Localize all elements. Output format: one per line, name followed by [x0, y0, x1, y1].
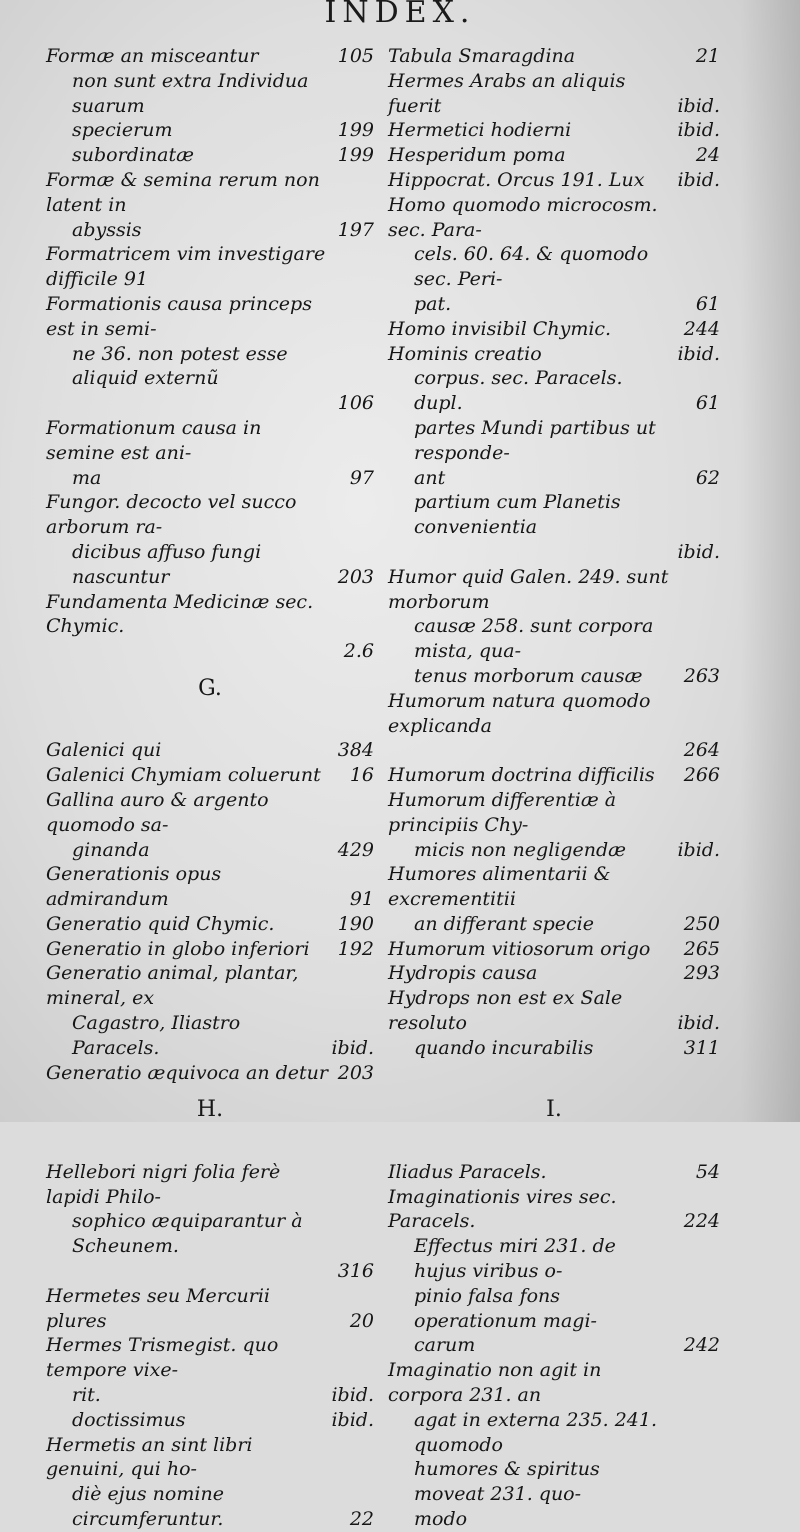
blank-line	[46, 1135, 374, 1160]
index-entry	[46, 391, 374, 416]
index-entry	[388, 1160, 720, 1185]
index-entry	[46, 1383, 374, 1408]
index-entry	[388, 838, 720, 863]
index-entry	[388, 540, 720, 565]
index-entry-text: ma	[72, 466, 102, 489]
index-entry	[46, 1160, 374, 1210]
page-reference: 244	[683, 317, 720, 340]
page-reference: 293	[683, 962, 720, 985]
section-letter: I.	[546, 1097, 562, 1123]
index-entry-text: ant	[414, 466, 446, 489]
index-entry-text: cels. 60. 64. & quomodo sec. Peri-	[414, 243, 649, 291]
index-entry	[388, 1358, 720, 1408]
page-reference: 106	[337, 392, 374, 415]
page-reference: 263	[683, 664, 720, 687]
index-entry	[388, 1185, 720, 1235]
index-entry-text: Gallina auro & argento quomodo sa-	[46, 788, 269, 836]
page-reference: 264	[683, 739, 720, 762]
index-entry	[388, 1234, 720, 1284]
index-entry	[46, 639, 374, 664]
index-entry	[388, 689, 720, 739]
page-reference: 21	[695, 45, 720, 67]
index-column-right	[388, 44, 720, 1532]
index-entry	[46, 342, 374, 392]
index-entry	[388, 912, 720, 937]
index-entry	[388, 292, 720, 317]
index-entry-text: Formationis causa princeps est in semi-	[46, 292, 312, 340]
index-entry-text: Formæ & semina rerum non latent in	[46, 168, 320, 216]
index-entry-text: Hermetis an sint libri genuini, qui ho-	[46, 1433, 253, 1481]
index-entry-text: Effectus miri 231. de hujus viribus o-	[414, 1235, 616, 1283]
index-entry	[388, 788, 720, 838]
page-reference: ibid.	[677, 168, 720, 191]
index-entry-text: Hydropis causa	[388, 962, 538, 985]
index-entry-text: Generatio animal, plantar, mineral, ex	[46, 962, 299, 1010]
index-entry	[388, 1036, 720, 1061]
index-entry-text: doctissimus	[72, 1408, 186, 1431]
index-entry-text: Generatio æquivoca an detur	[46, 1061, 328, 1084]
index-entry	[46, 838, 374, 863]
page-reference: 54	[695, 1160, 720, 1183]
page-reference: 199	[337, 119, 374, 142]
index-entry	[46, 118, 374, 143]
index-entry	[46, 292, 374, 342]
section-letter: G.	[198, 675, 222, 701]
index-entry	[46, 466, 374, 491]
index-entry	[46, 912, 374, 937]
page-reference: 22	[349, 1508, 374, 1531]
index-entry-text: ne 36. non potest esse aliquid externũ	[72, 342, 288, 390]
index-entry	[46, 218, 374, 243]
index-entry	[46, 738, 374, 763]
blank-line	[388, 1135, 720, 1160]
index-entry	[388, 1457, 720, 1507]
page-reference: 203	[337, 1061, 374, 1084]
index-entry-text: non sunt extra Individua suarum	[72, 69, 309, 117]
index-entry	[388, 664, 720, 689]
index-entry-text: sophico æquiparantur à Scheunem.	[72, 1210, 303, 1258]
index-entry-text: partium cum Planetis convenientia	[414, 491, 621, 539]
index-entry	[46, 143, 374, 168]
index-entry-text: agat in externa 235. 241. quomodo	[414, 1408, 658, 1456]
index-entry	[388, 342, 720, 367]
index-entry	[46, 590, 374, 640]
index-entry-text: Cagastro, Iliastro Paracels.	[72, 1012, 241, 1059]
index-entry-text: Hominis creatio	[388, 342, 542, 365]
page-reference: 266	[683, 764, 720, 787]
page-reference: 316	[337, 1260, 374, 1283]
page-reference: 97	[349, 466, 374, 489]
page-reference: 16	[349, 764, 374, 787]
index-entry	[46, 763, 374, 788]
index-entry-text: partes Mundi partibus ut responde-	[414, 416, 656, 464]
page-title: INDEX.	[324, 0, 476, 30]
index-entry-text: pinio falsa fons operationum magi-	[414, 1284, 597, 1332]
index-entry-text: Tabula Smaragdina	[388, 45, 576, 67]
index-entry-text: Hermes Trismegist. quo tempore vixe-	[46, 1334, 279, 1382]
index-entry-text: Hellebori nigri folia ferè lapidi Philo-	[46, 1160, 281, 1208]
index-entry	[388, 1284, 720, 1334]
index-entry-text: Homo invisibil Chymic.	[388, 317, 612, 340]
index-entry	[388, 614, 720, 664]
index-entry-text: Hippocrat. Orcus 191. Lux	[388, 168, 645, 191]
index-entry	[388, 763, 720, 788]
index-entry	[388, 69, 720, 119]
index-entry-text: Formationum causa in semine est ani-	[46, 416, 262, 464]
index-entry-text: Hermetes seu Mercurii plures	[46, 1284, 270, 1332]
index-entry	[388, 168, 720, 193]
index-entry-text: specierum	[72, 119, 173, 142]
index-entry-text: Humorum differentiæ à principiis Chy-	[388, 788, 617, 836]
page-reference: 91	[349, 888, 374, 911]
index-entry	[46, 69, 374, 119]
index-entry-text: Fungor. decocto vel succo arborum ra-	[46, 491, 297, 539]
index-entry-text: tenus morborum causæ	[414, 664, 643, 687]
page-reference: ibid.	[331, 1036, 374, 1059]
index-entry	[46, 416, 374, 466]
page-reference: 384	[337, 739, 374, 762]
index-entry	[388, 366, 720, 416]
page-reference: 224	[683, 1210, 720, 1233]
index-entry	[46, 44, 374, 69]
index-entry-text: ginanda	[72, 838, 150, 861]
index-entry-text: Iliadus Paracels.	[388, 1160, 547, 1183]
index-entry	[46, 1482, 374, 1532]
index-entry	[46, 1333, 374, 1383]
index-entry-text: pat.	[414, 292, 452, 315]
index-entry	[46, 490, 374, 540]
index-entry-text: Hesperidum poma	[388, 144, 566, 167]
page-reference: 199	[337, 144, 374, 167]
index-entry-text: Humores alimentarii & excrementitii	[388, 863, 611, 911]
index-entry	[388, 565, 720, 615]
index-entry-text: carum	[414, 1334, 476, 1357]
index-entry-text: Generatio quid Chymic.	[46, 912, 275, 935]
page-reference: 61	[695, 392, 720, 415]
page-reference: 242	[683, 1334, 720, 1357]
index-entry	[388, 118, 720, 143]
page-reference: 265	[683, 937, 720, 960]
index-entry	[46, 788, 374, 838]
index-entry-text: humores & spiritus moveat 231. quo-	[414, 1458, 600, 1506]
index-entry	[388, 44, 720, 69]
index-entry	[388, 466, 720, 491]
page-reference: ibid.	[331, 1408, 374, 1431]
index-entry	[46, 1259, 374, 1284]
index-entry-text: dicibus affuso fungi nascuntur	[72, 540, 262, 588]
index-entry	[46, 1061, 374, 1086]
index-entry-text: Galenici Chymiam coluerunt	[46, 764, 321, 787]
index-entry-text: corpus. sec. Paracels. dupl.	[414, 367, 623, 415]
index-entry-text: Generationis opus admirandum	[46, 863, 222, 911]
index-entry	[46, 1433, 374, 1483]
page-reference: 62	[695, 466, 720, 489]
page-reference: ibid.	[677, 94, 720, 117]
blank-line	[388, 1061, 720, 1086]
index-entry-text: Humorum vitiosorum origo	[388, 937, 651, 960]
index-entry-text: Imaginationis vires sec. Paracels.	[388, 1185, 617, 1233]
page-reference: 311	[683, 1036, 720, 1059]
page-reference: 192	[337, 937, 374, 960]
index-entry-text: micis non negligendæ	[414, 838, 627, 861]
index-entry-text: Generatio in globo inferiori	[46, 937, 310, 960]
index-entry-text: causæ 258. sunt corpora mista, qua-	[414, 615, 654, 663]
index-entry	[46, 961, 374, 1011]
page-reference: ibid.	[677, 1012, 720, 1035]
index-entry	[388, 317, 720, 342]
page-reference: 20	[349, 1309, 374, 1332]
index-entry-text: Hermes Arabs an aliquis fuerit	[388, 69, 626, 117]
index-entry	[388, 986, 720, 1036]
index-entry-text: rit.	[72, 1384, 101, 1407]
index-entry-text: Formæ an misceantur	[46, 45, 259, 67]
index-entry	[46, 1284, 374, 1334]
blank-line	[46, 714, 374, 739]
index-entry	[388, 193, 720, 243]
page-reference: 24	[695, 144, 720, 167]
section-letter: H.	[196, 1097, 224, 1123]
index-entry	[388, 416, 720, 466]
index-entry	[46, 540, 374, 590]
index-entry-text: subordinatæ	[72, 144, 194, 167]
page-reference: ibid.	[677, 540, 720, 563]
index-entry	[46, 937, 374, 962]
page-reference: 203	[337, 565, 374, 588]
index-entry	[388, 490, 720, 540]
index-entry	[388, 1333, 720, 1358]
index-entry-text: Hermetici hodierni	[388, 119, 572, 142]
page-reference: 105	[337, 45, 374, 67]
page-reference: 61	[695, 292, 720, 315]
index-column-left	[46, 44, 374, 1532]
index-entry-text: Humor quid Galen. 249. sunt morborum	[388, 565, 669, 613]
index-entry-text: Humorum natura quomodo explicanda	[388, 689, 651, 737]
page-reference: 429	[337, 838, 374, 861]
index-entry-text: abyssis	[72, 218, 142, 241]
index-entry-text: Formatricem vim investigare difficile 91	[46, 243, 326, 291]
page-reference: 197	[337, 218, 374, 241]
index-entry-text: Humorum doctrina difficilis	[388, 764, 655, 787]
index-entry	[388, 1507, 720, 1532]
index-entry-text: Imaginatio non agit in corpora 231. an	[388, 1359, 602, 1407]
page-reference: 190	[337, 912, 374, 935]
index-entry	[388, 738, 720, 763]
index-entry-text: Galenici qui	[46, 739, 162, 762]
index-entry	[46, 1209, 374, 1259]
index-entry-text: diè ejus nomine circumferuntur.	[72, 1483, 224, 1531]
index-entry-text: Fundamenta Medicinæ sec. Chymic.	[46, 590, 314, 638]
page-reference: ibid.	[677, 838, 720, 861]
page-reference: 250	[683, 912, 720, 935]
index-entry	[388, 242, 720, 292]
index-entry-text: Homo quomodo microcosm. sec. Para-	[388, 193, 658, 241]
index-entry-text: Hydrops non est ex Sale resoluto	[388, 987, 623, 1035]
page-reference: ibid.	[677, 119, 720, 142]
index-entry	[46, 862, 374, 912]
index-entry	[46, 168, 374, 218]
index-entry	[46, 1408, 374, 1433]
page-reference: ibid.	[677, 342, 720, 365]
index-entry	[388, 862, 720, 912]
index-entry	[388, 937, 720, 962]
index-entry	[388, 1408, 720, 1458]
page-reference: 2.6	[343, 640, 374, 663]
index-entry	[46, 1011, 374, 1061]
index-entry	[388, 961, 720, 986]
index-entry	[388, 143, 720, 168]
index-entry	[46, 242, 374, 292]
index-entry-text: quando incurabilis	[414, 1036, 594, 1059]
index-entry-text: an differant specie	[414, 912, 594, 935]
index-entry-text: modo	[414, 1508, 468, 1531]
page-reference: ibid.	[331, 1384, 374, 1407]
